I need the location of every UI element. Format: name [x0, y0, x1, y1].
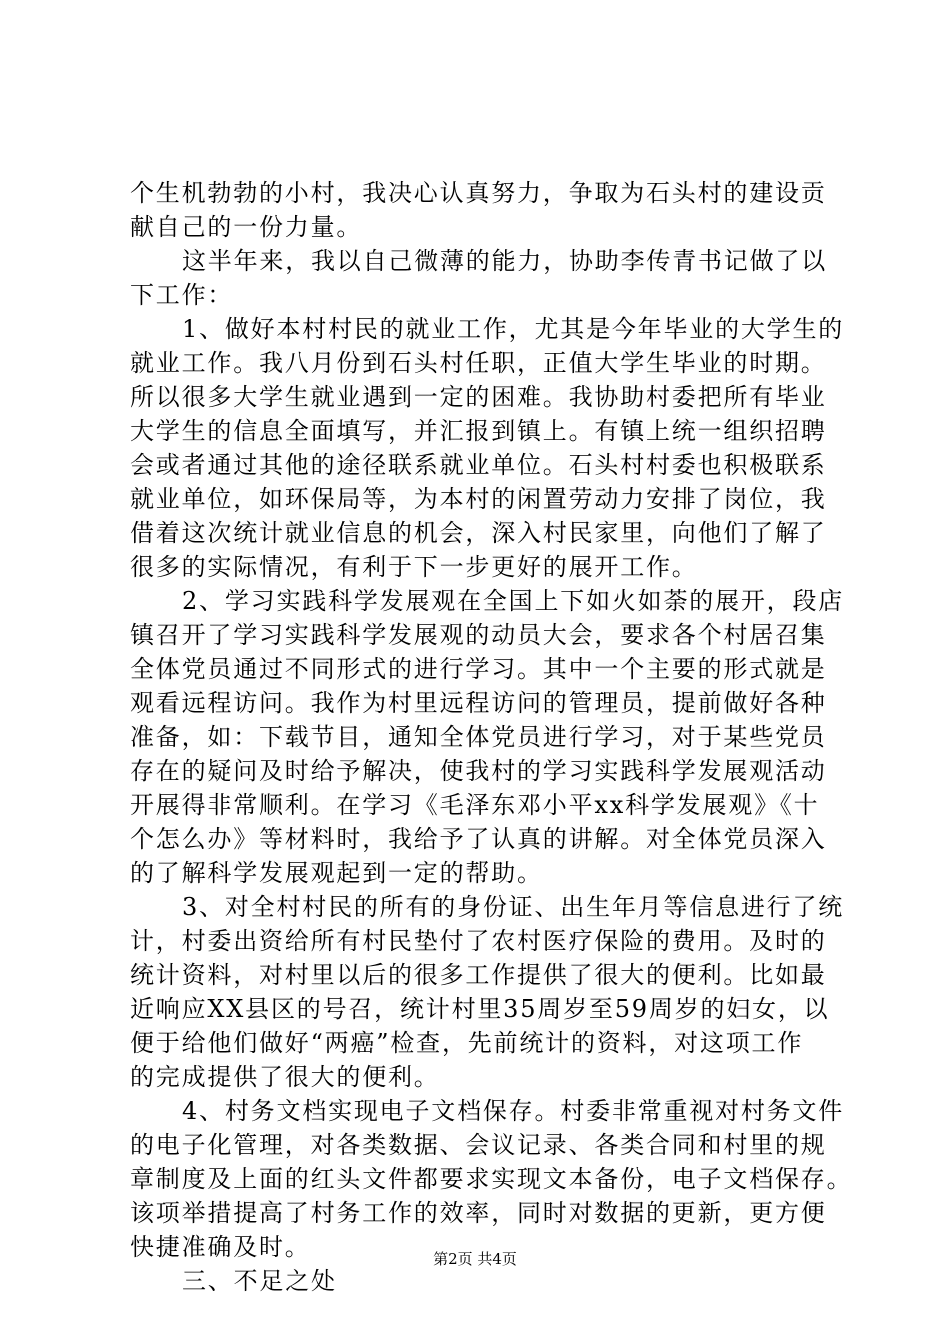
- text-line: 就业单位，如环保局等，为本村的闲置劳动力安排了岗位，我: [130, 485, 827, 513]
- text-line: 统计资料，对村里以后的很多工作提供了很大的便利。比如最: [130, 961, 827, 989]
- page-footer: [0, 1248, 950, 1270]
- text-line: 全体党员通过不同形式的进行学习。其中一个主要的形式就是: [130, 655, 827, 683]
- text-line: 献自己的一份力量。: [130, 213, 363, 241]
- text-line: 1、做好本村村民的就业工作，尤其是今年毕业的大学生的: [182, 315, 845, 343]
- text-line: 便于给他们做好“两癌”检查，先前统计的资料，对这项工作: [130, 1029, 804, 1057]
- text-line: 的了解科学发展观起到一定的帮助。: [130, 859, 543, 887]
- text-line: 所以很多大学生就业遇到一定的困难。我协助村委把所有毕业: [130, 383, 827, 411]
- text-line: 存在的疑问及时给予解决，使我村的学习实践科学发展观活动: [130, 757, 827, 785]
- text-line: 的完成提供了很大的便利。: [130, 1063, 440, 1091]
- text-line: 4、村务文档实现电子文档保存。村委非常重视对村务文件: [182, 1097, 845, 1125]
- text-line: 2、学习实践科学发展观在全国上下如火如荼的展开，段店: [182, 587, 845, 615]
- document-body: [130, 176, 853, 1298]
- text-line: 就业工作。我八月份到石头村任职，正值大学生毕业的时期。: [130, 349, 827, 377]
- text-line: 近响应XX县区的号召，统计村里35周岁至59周岁的妇女，以: [130, 995, 830, 1023]
- text-line: 个怎么办》等材料时，我给予了认真的讲解。对全体党员深入: [130, 825, 827, 853]
- text-line: 这半年来，我以自己微薄的能力，协助李传青书记做了以: [182, 247, 827, 275]
- text-line: 下工作：: [130, 281, 234, 309]
- text-line: 快捷准确及时。: [130, 1233, 311, 1261]
- text-line: 大学生的信息全面填写，并汇报到镇上。有镇上统一组织招聘: [130, 417, 827, 445]
- text-line: 开展得非常顺利。在学习《毛泽东邓小平xx科学发展观》《十: [130, 791, 820, 819]
- text-line: 个生机勃勃的小村，我决心认真努力，争取为石头村的建设贡: [130, 179, 827, 207]
- text-line: 观看远程访问。我作为村里远程访问的管理员，提前做好各种: [130, 689, 827, 717]
- text-line: 借着这次统计就业信息的机会，深入村民家里，向他们了解了: [130, 519, 827, 547]
- text-line: 很多的实际情况，有利于下一步更好的展开工作。: [130, 553, 698, 581]
- text-line: 章制度及上面的红头文件都要求实现文本备份，电子文档保存。: [130, 1165, 853, 1193]
- text-line: 三、不足之处: [182, 1267, 337, 1295]
- text-line: 该项举措提高了村务工作的效率，同时对数据的更新，更方便: [130, 1199, 827, 1227]
- text-line: 会或者通过其他的途径联系就业单位。石头村村委也积极联系: [130, 451, 827, 479]
- text-line: 的电子化管理，对各类数据、会议记录、各类合同和村里的规: [130, 1131, 827, 1159]
- text-line: 准备，如：下载节目，通知全体党员进行学习，对于某些党员: [130, 723, 827, 751]
- text-line: 计，村委出资给所有村民垫付了农村医疗保险的费用。及时的: [130, 927, 827, 955]
- text-line: 3、对全村村民的所有的身份证、出生年月等信息进行了统: [182, 893, 845, 921]
- page-number-label: 第2页 共4页: [433, 1250, 517, 1268]
- text-line: 镇召开了学习实践科学发展观的动员大会，要求各个村居召集: [130, 621, 827, 649]
